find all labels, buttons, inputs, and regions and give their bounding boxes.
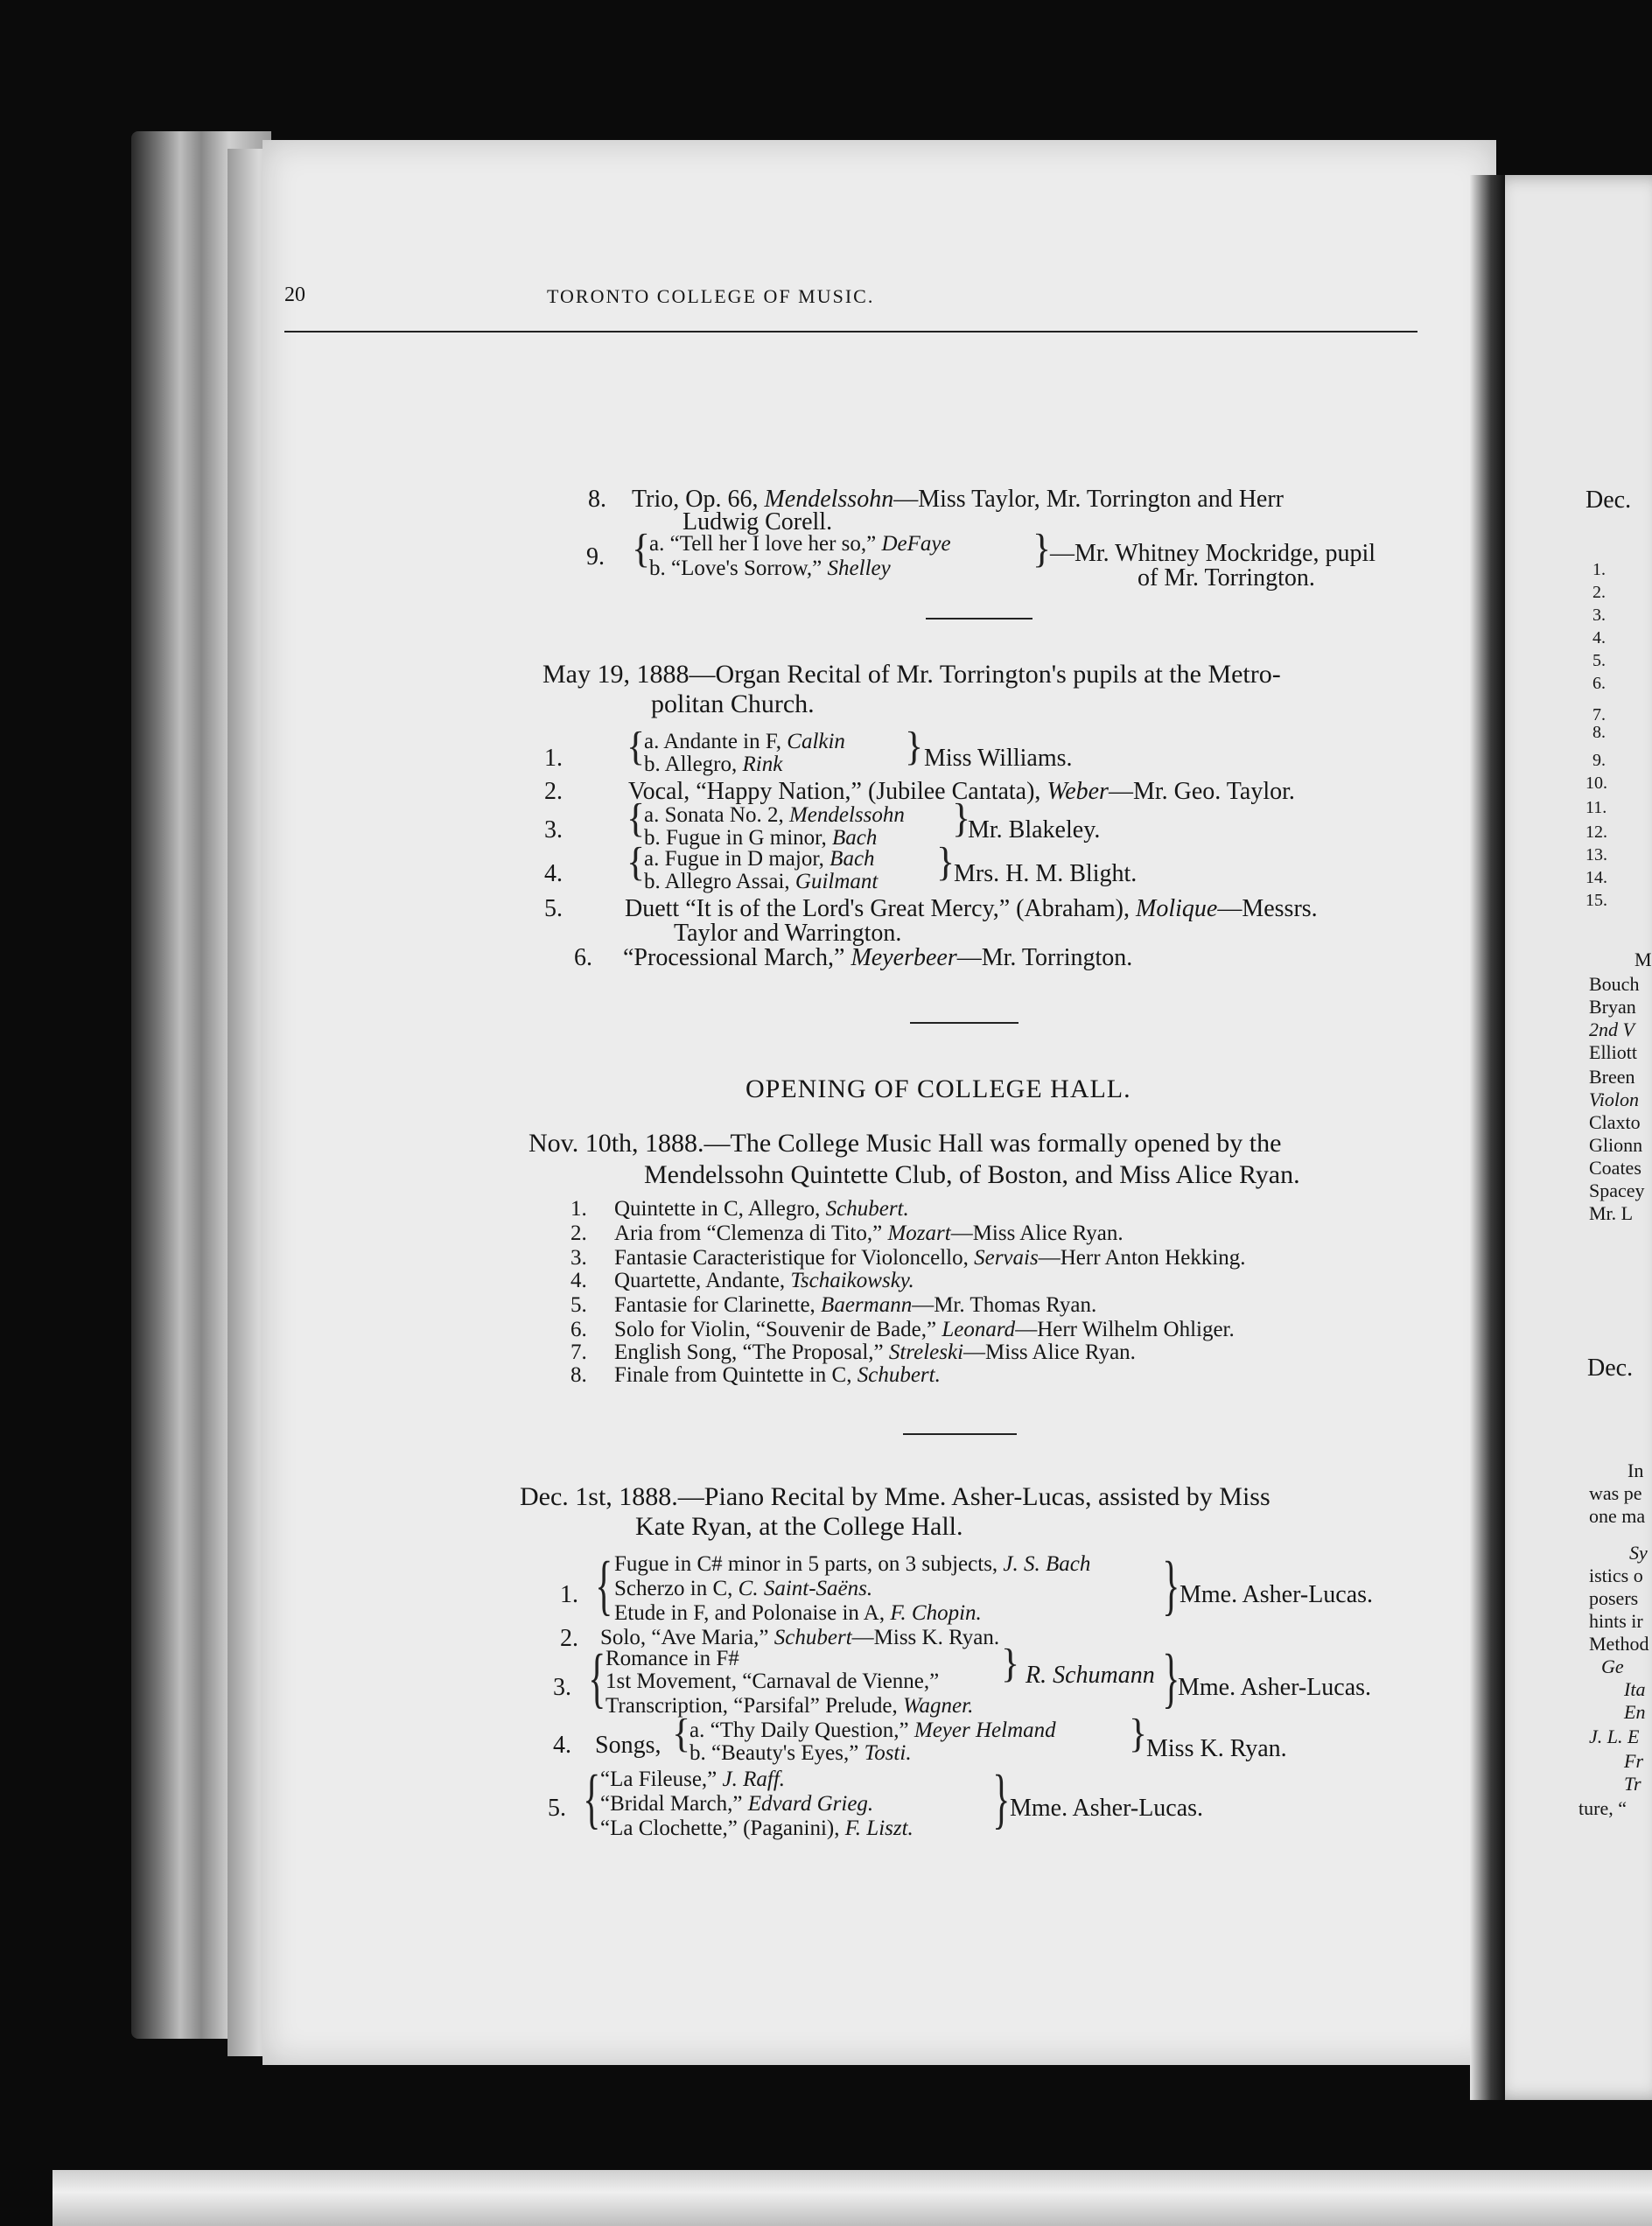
right-page-text: 6. (1592, 674, 1606, 693)
brace: } (1162, 1642, 1180, 1715)
right-page-text: Spacey (1589, 1180, 1645, 1201)
program-line: Vocal, “Happy Nation,” (Jubilee Cantata), Weber—Mr. Geo. Taylor. (628, 778, 1295, 805)
section-divider (903, 1433, 1017, 1435)
program-line: Fantasie for Clarinette, Baermann—Mr. Thomas Ryan. (614, 1293, 1097, 1317)
recital-heading-cont: Kate Ryan, at the College Hall. (635, 1512, 963, 1541)
program-line: Transcription, “Parsifal” Prelude, Wagner. (606, 1694, 974, 1718)
program-line: a. Fugue in D major, Bach (644, 847, 875, 871)
right-page-text: Tr (1624, 1773, 1642, 1795)
right-page-text: one ma (1589, 1505, 1646, 1527)
brace: } (936, 839, 956, 886)
item-number: 2. (560, 1625, 578, 1652)
program-line: b. Allegro Assai, Guilmant (644, 870, 878, 893)
performer: Miss Williams. (924, 745, 1073, 772)
right-page-text: Glionn (1589, 1134, 1643, 1156)
right-page-text: ture, “ (1578, 1797, 1627, 1819)
performer: Mme. Asher-Lucas. (1180, 1581, 1374, 1608)
brace: { (595, 1549, 613, 1622)
right-page-text: Coates (1589, 1157, 1642, 1179)
performer: Miss K. Ryan. (1146, 1735, 1287, 1762)
book-gutter (1470, 175, 1505, 2100)
section-divider (910, 1022, 1018, 1024)
brace: } (992, 1762, 1011, 1836)
program-line: Quintette in C, Allegro, Schubert. (614, 1197, 909, 1221)
recital-heading-cont: politan Church. (651, 690, 815, 718)
right-page-text: 4. (1592, 628, 1606, 648)
recital-heading: Dec. 1st, 1888.—Piano Recital by Mme. Asher-Lucas, assisted by Miss (520, 1482, 1270, 1511)
program-line: 1st Movement, “Carnaval de Vienne,” (606, 1670, 940, 1693)
right-page-text: Ita (1624, 1678, 1646, 1700)
right-page-text: 1. (1592, 560, 1606, 579)
running-title: TORONTO COLLEGE OF MUSIC. (547, 285, 875, 307)
item-number: 8. (588, 486, 606, 513)
brace: } (1032, 526, 1052, 572)
performer: Mme. Asher-Lucas. (1178, 1674, 1372, 1701)
right-page-text: 2nd V (1589, 1018, 1634, 1040)
program-line: b. Fugue in G minor, Bach (644, 826, 878, 850)
item-number: 2. (544, 778, 563, 805)
right-page-text: Fr (1624, 1750, 1643, 1772)
right-page-text: Dec. (1586, 486, 1632, 514)
right-page-text: Violon (1589, 1088, 1640, 1110)
item-number: 2. (570, 1222, 587, 1245)
program-line: Scherzo in C, C. Saint-Saëns. (614, 1577, 873, 1600)
item-number: 3. (570, 1246, 587, 1270)
program-line: Solo for Violin, “Souvenir de Bade,” Leonard—Herr Wilhelm Ohliger. (614, 1318, 1235, 1341)
program-line: b. Allegro, Rink (644, 752, 783, 776)
brace: { (626, 724, 646, 770)
right-page-text: Sy (1629, 1542, 1648, 1564)
item-number: 1. (560, 1581, 578, 1608)
right-page-text: posers (1589, 1587, 1639, 1609)
right-page-text: 14. (1586, 868, 1607, 887)
right-page-text: 11. (1586, 798, 1607, 817)
program-line: “La Fileuse,” J. Raff. (600, 1768, 786, 1791)
section-intro: Nov. 10th, 1888.—The College Music Hall was formally opened by the (528, 1129, 1282, 1158)
performer: Mme. Asher-Lucas. (1010, 1795, 1204, 1822)
program-line: English Song, “The Proposal,” Streleski—Miss Alice Ryan. (614, 1340, 1136, 1364)
right-page-text: Bouch (1589, 973, 1640, 995)
program-line: a. “Tell her I love her so,” DeFaye (649, 532, 951, 556)
right-page-text: In (1628, 1460, 1644, 1481)
right-page-text: hints ir (1589, 1610, 1643, 1632)
program-line: Trio, Op. 66, Mendelssohn—Miss Taylor, Mr. Torrington and Herr (632, 486, 1284, 513)
program-line: Duett “It is of the Lord's Great Mercy,” (Abraham), Molique—Messrs. (625, 895, 1318, 922)
item-number: 1. (570, 1197, 587, 1221)
section-intro-cont: Mendelssohn Quintette Club, of Boston, and Miss Alice Ryan. (644, 1160, 1300, 1189)
section-title: OPENING OF COLLEGE HALL. (746, 1074, 1131, 1103)
right-page-text: Mr. L (1589, 1202, 1634, 1224)
right-page-text: 9. (1592, 751, 1606, 770)
item-number: 9. (586, 543, 605, 570)
right-page-text: was pe (1589, 1482, 1642, 1504)
right-page-text: Breen (1589, 1066, 1635, 1088)
item-number: 3. (544, 816, 563, 844)
item-number: 6. (574, 944, 592, 971)
item-number: 5. (570, 1293, 587, 1317)
item-number: 6. (570, 1318, 587, 1341)
program-line: Etude in F, and Polonaise in A, F. Chopin. (614, 1601, 982, 1625)
right-page-text: Claxto (1589, 1111, 1641, 1133)
right-page-text: 3. (1592, 606, 1606, 625)
brace: { (626, 839, 646, 886)
brace: } (905, 724, 924, 770)
program-line: Romance in F# (606, 1647, 739, 1670)
item-number: 5. (548, 1795, 566, 1822)
program-line: Quartette, Andante, Tschaikowsky. (614, 1269, 914, 1292)
brace: { (588, 1642, 606, 1715)
right-page-text: 15. (1586, 891, 1607, 910)
program-line: “Processional March,” Meyerbeer—Mr. Torrington. (623, 944, 1133, 971)
brace: { (632, 526, 651, 572)
item-number: 1. (544, 745, 563, 772)
item-number: 4. (544, 860, 563, 887)
section-divider (926, 618, 1032, 620)
running-header (284, 284, 1418, 310)
recital-heading: May 19, 1888—Organ Recital of Mr. Torrington's pupils at the Metro- (542, 660, 1281, 689)
item-number: 4. (553, 1732, 571, 1759)
right-page-text: 10. (1586, 774, 1607, 793)
brace: } (1001, 1641, 1020, 1687)
item-number: 8. (570, 1363, 587, 1387)
right-page-text: 2. (1592, 583, 1606, 602)
right-page-text: 8. (1592, 723, 1606, 742)
right-page-text: Bryan (1589, 996, 1636, 1018)
program-line: Fantasie Caracteristique for Violoncello, Servais—Herr Anton Hekking. (614, 1246, 1246, 1270)
right-page-text: J. L. E (1589, 1726, 1640, 1747)
brace: } (952, 795, 971, 842)
item-number: 4. (570, 1269, 587, 1292)
program-line: Solo, “Ave Maria,” Schubert—Miss K. Ryan. (600, 1626, 1000, 1649)
right-page-text: En (1624, 1701, 1646, 1723)
item-number: 5. (544, 895, 563, 922)
right-page-text: istics o (1589, 1564, 1643, 1586)
book-bottom-edge (52, 2170, 1652, 2226)
right-page-text: 12. (1586, 822, 1607, 842)
right-page-text: 7. (1592, 705, 1606, 724)
program-line: “La Clochette,” (Paganini), F. Liszt. (600, 1816, 914, 1840)
composer: R. Schumann (1026, 1662, 1155, 1689)
item-number: 7. (570, 1340, 587, 1364)
brace: { (583, 1762, 601, 1836)
page-number: 20 (284, 284, 305, 306)
brace: } (1129, 1711, 1148, 1757)
program-line: Taylor and Warrington. (674, 920, 902, 947)
brace: } (1162, 1549, 1180, 1622)
program-line: Ludwig Corell. (682, 508, 833, 536)
right-page-text: Dec. (1587, 1354, 1634, 1382)
performer: of Mr. Torrington. (1138, 564, 1315, 592)
program-line: Songs, (595, 1732, 662, 1759)
program-line: b. “Love's Sorrow,” Shelley (649, 556, 891, 580)
program-line: Fugue in C# minor in 5 parts, on 3 subjects, J. S. Bach (614, 1552, 1091, 1576)
brace: { (626, 795, 646, 842)
program-line: a. Sonata No. 2, Mendelssohn (644, 803, 905, 827)
performer: Mr. Blakeley. (968, 816, 1101, 844)
item-number: 3. (553, 1674, 571, 1701)
performer: Mrs. H. M. Blight. (954, 860, 1138, 887)
program-line: a. Andante in F, Calkin (644, 730, 845, 753)
right-page-text: Ge (1601, 1656, 1624, 1677)
right-page-text: Elliott (1589, 1041, 1637, 1063)
program-line: Aria from “Clemenza di Tito,” Mozart—Miss Alice Ryan. (614, 1222, 1124, 1245)
program-line: Finale from Quintette in C, Schubert. (614, 1363, 941, 1387)
performer: —Mr. Whitney Mockridge, pupil (1050, 540, 1376, 567)
brace: { (672, 1711, 691, 1757)
program-line: “Bridal March,” Edvard Grieg. (600, 1792, 874, 1816)
right-page-text: 5. (1592, 651, 1606, 670)
right-page-text: 13. (1586, 845, 1607, 864)
right-page-text: M (1634, 948, 1652, 970)
right-page-text: Method (1589, 1633, 1649, 1655)
program-line: a. “Thy Daily Question,” Meyer Helmand (690, 1718, 1056, 1742)
program-line: b. “Beauty's Eyes,” Tosti. (690, 1741, 912, 1765)
header-rule (284, 331, 1418, 332)
